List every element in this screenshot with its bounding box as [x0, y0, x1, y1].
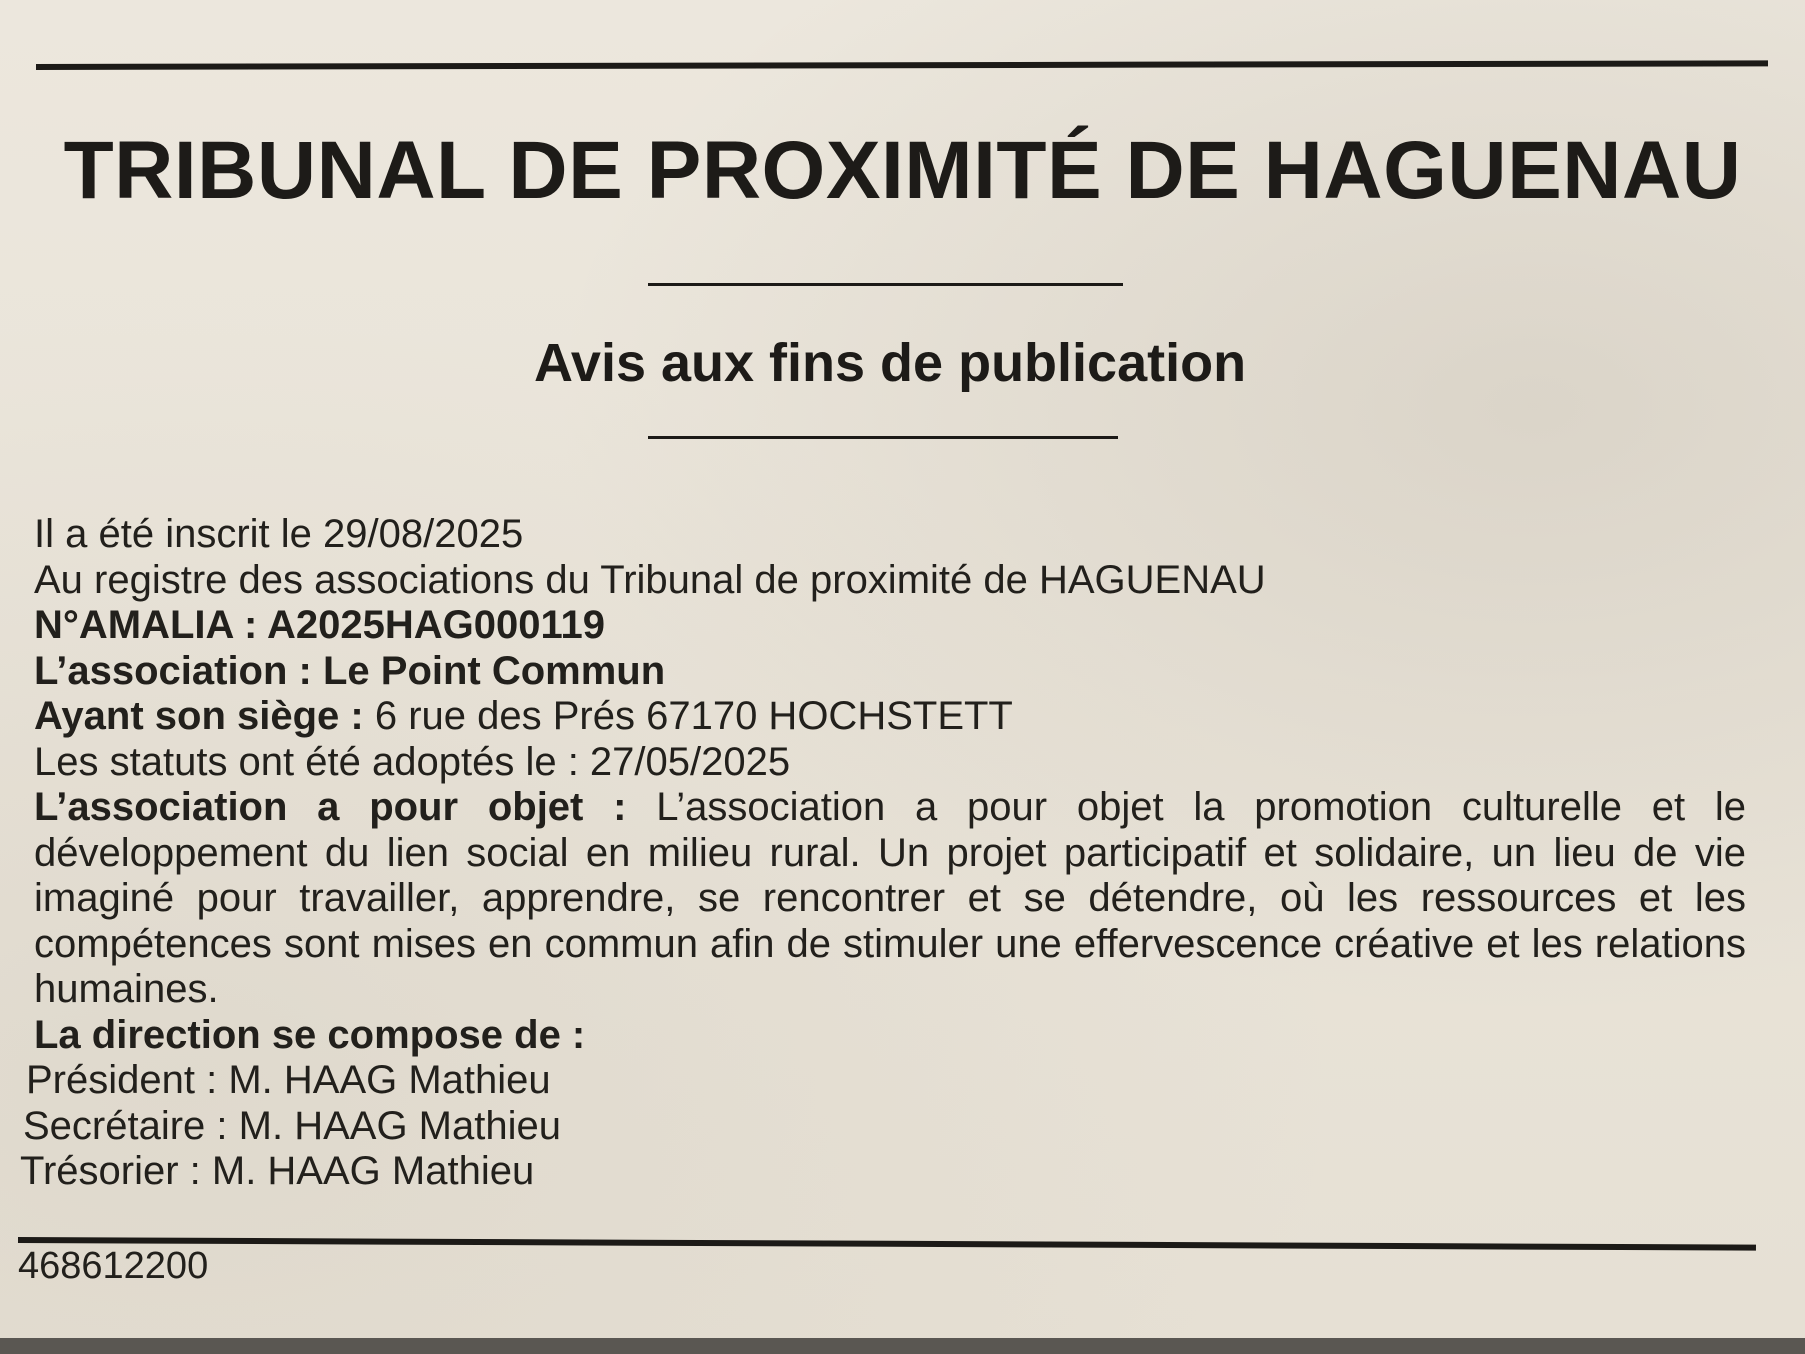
director-president: Président : M. HAAG Mathieu — [26, 1058, 551, 1102]
object-text: L’association a pour objet la promotion culturelle et le développement du lien social en milieu rural. Un projet participatif et solidaire, un lieu de vie imaginé pour travailler, apprendre, se rencontrer et se détendre, où les ressources et les compétences sont mises en commun afin de stimuler une effervescence créative et les relations humaines. — [34, 785, 1746, 1011]
seat-label: Ayant son siège : — [34, 694, 364, 738]
direction-label: La direction se compose de : — [34, 1012, 586, 1057]
direction-heading — [34, 1013, 1754, 1059]
heading-divider — [648, 436, 1118, 439]
notice-heading: Avis aux fins de publication — [533, 333, 1247, 393]
amalia-number — [34, 603, 1754, 649]
association-name — [34, 649, 1754, 695]
page-edge-rule — [0, 1338, 1805, 1354]
association-label: L’association : Le Point Commun — [34, 648, 666, 693]
court-title: TRIBUNAL DE PROXIMITÉ DE HAGUENAU — [63, 125, 1742, 216]
object-label: L’association a pour objet : — [34, 785, 627, 829]
seat-line — [34, 694, 1754, 740]
reference-number: 468612200 — [18, 1245, 209, 1287]
top-rule — [36, 60, 1768, 70]
amalia-label: N°AMALIA : A2025HAG000119 — [34, 603, 606, 647]
notice-body — [20, 512, 1754, 1195]
director-treasurer: Trésorier : M. HAAG Mathieu — [20, 1149, 535, 1193]
bottom-rule — [18, 1237, 1756, 1251]
title-divider — [648, 283, 1123, 286]
director-secretary: Secrétaire : M. HAAG Mathieu — [23, 1103, 561, 1148]
register-line: Au registre des associations du Tribunal de proximité de HAGUENAU — [34, 557, 1266, 602]
seat-value: 6 rue des Prés 67170 HOCHSTETT — [363, 694, 1013, 738]
object-paragraph — [34, 785, 1746, 1013]
registration-date-line: Il a été inscrit le 29/08/2025 — [34, 512, 524, 556]
statutes-line: Les statuts ont été adoptés le : 27/05/2025 — [34, 739, 791, 784]
